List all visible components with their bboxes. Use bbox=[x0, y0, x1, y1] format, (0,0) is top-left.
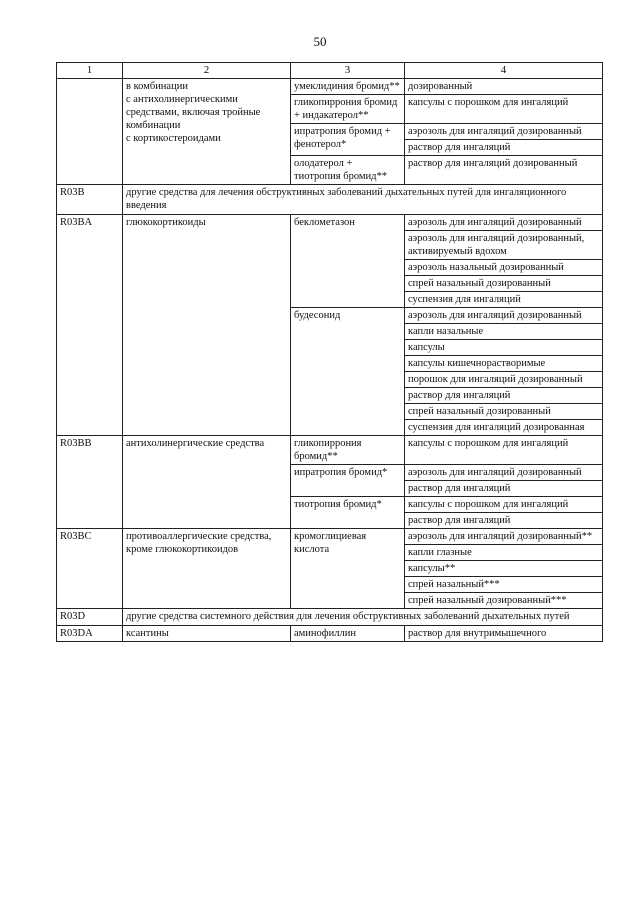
drug-name: гликопиррония бромид + индакатерол** bbox=[291, 95, 405, 124]
dosage-form: аэрозоль для ингаляций дозированный** bbox=[405, 529, 603, 545]
drug-name: беклометазон bbox=[291, 215, 405, 308]
table-row bbox=[57, 185, 603, 215]
group-description: другие средства для лечения обструктивных заболеваний дыхательных путей для ингаляционного введения bbox=[123, 185, 603, 215]
dosage-form: капсулы с порошком для ингаляций bbox=[405, 95, 603, 124]
dosage-form: капли назальные bbox=[405, 324, 603, 340]
dosage-form: капсулы с порошком для ингаляций bbox=[405, 436, 603, 465]
dosage-form: аэрозоль для ингаляций дозированный, активируемый вдохом bbox=[405, 231, 603, 260]
atc-code: R03BB bbox=[57, 436, 123, 529]
dosage-form: капсулы bbox=[405, 340, 603, 356]
group-name: противоаллергические средства, кроме глюкокортикоидов bbox=[123, 529, 291, 609]
dosage-form: раствор для внутримышечного bbox=[405, 626, 603, 642]
dosage-form: аэрозоль для ингаляций дозированный bbox=[405, 215, 603, 231]
dosage-form: аэрозоль для ингаляций дозированный bbox=[405, 465, 603, 481]
dosage-form: капсулы** bbox=[405, 561, 603, 577]
table-row bbox=[57, 215, 603, 231]
column-header: 2 bbox=[123, 63, 291, 79]
group-description: другие средства системного действия для лечения обструктивных заболеваний дыхательных путей bbox=[123, 609, 603, 626]
atc-code: R03BC bbox=[57, 529, 123, 609]
atc-code: R03BA bbox=[57, 215, 123, 436]
drug-name: тиотропия бромид* bbox=[291, 497, 405, 529]
dosage-form: раствор для ингаляций дозированный bbox=[405, 156, 603, 185]
dosage-form: спрей назальный дозированный bbox=[405, 276, 603, 292]
drug-name: ипратропия бромид* bbox=[291, 465, 405, 497]
group-cell: в комбинации с антихолинергическими средствами, включая тройные комбинации с кортикостероидами bbox=[123, 79, 291, 185]
column-header: 1 bbox=[57, 63, 123, 79]
drug-name: гликопиррония бромид** bbox=[291, 436, 405, 465]
column-header: 4 bbox=[405, 63, 603, 79]
dosage-form: капсулы с порошком для ингаляций bbox=[405, 497, 603, 513]
dosage-form: спрей назальный дозированный*** bbox=[405, 593, 603, 609]
column-header: 3 bbox=[291, 63, 405, 79]
dosage-form: спрей назальный дозированный bbox=[405, 404, 603, 420]
dosage-form: аэрозоль для ингаляций дозированный bbox=[405, 308, 603, 324]
dosage-form: раствор для ингаляций bbox=[405, 388, 603, 404]
dosage-form: дозированный bbox=[405, 79, 603, 95]
drug-name: ипратропия бромид + фенотерол* bbox=[291, 124, 405, 156]
atc-code: R03D bbox=[57, 609, 123, 626]
dosage-form: порошок для ингаляций дозированный bbox=[405, 372, 603, 388]
table-row bbox=[57, 609, 603, 626]
table-row bbox=[57, 79, 603, 95]
dosage-form: суспензия для ингаляций bbox=[405, 292, 603, 308]
atc-code-cell bbox=[57, 79, 123, 185]
drug-name: умеклидиния бромид** bbox=[291, 79, 405, 95]
table-row bbox=[57, 436, 603, 465]
drug-name: кромоглициевая кислота bbox=[291, 529, 405, 609]
dosage-form: аэрозоль для ингаляций дозированный bbox=[405, 124, 603, 140]
medication-table bbox=[56, 62, 603, 642]
dosage-form: раствор для ингаляций bbox=[405, 481, 603, 497]
atc-code: R03DA bbox=[57, 626, 123, 642]
dosage-form: капсулы кишечнорастворимые bbox=[405, 356, 603, 372]
drug-name: будесонид bbox=[291, 308, 405, 436]
dosage-form: раствор для ингаляций bbox=[405, 513, 603, 529]
group-name: глюкокортикоиды bbox=[123, 215, 291, 436]
atc-code: R03B bbox=[57, 185, 123, 215]
dosage-form: капли глазные bbox=[405, 545, 603, 561]
dosage-form: раствор для ингаляций bbox=[405, 140, 603, 156]
dosage-form: суспензия для ингаляций дозированная bbox=[405, 420, 603, 436]
drug-name: олодатерол + тиотропия бромид** bbox=[291, 156, 405, 185]
table-row bbox=[57, 529, 603, 545]
page-number: 50 bbox=[313, 34, 327, 49]
table-row bbox=[57, 626, 603, 642]
column-header-row bbox=[57, 63, 603, 79]
dosage-form: аэрозоль назальный дозированный bbox=[405, 260, 603, 276]
group-name: ксантины bbox=[123, 626, 291, 642]
drug-name: аминофиллин bbox=[291, 626, 405, 642]
dosage-form: спрей назальный*** bbox=[405, 577, 603, 593]
group-name: антихолинергические средства bbox=[123, 436, 291, 529]
